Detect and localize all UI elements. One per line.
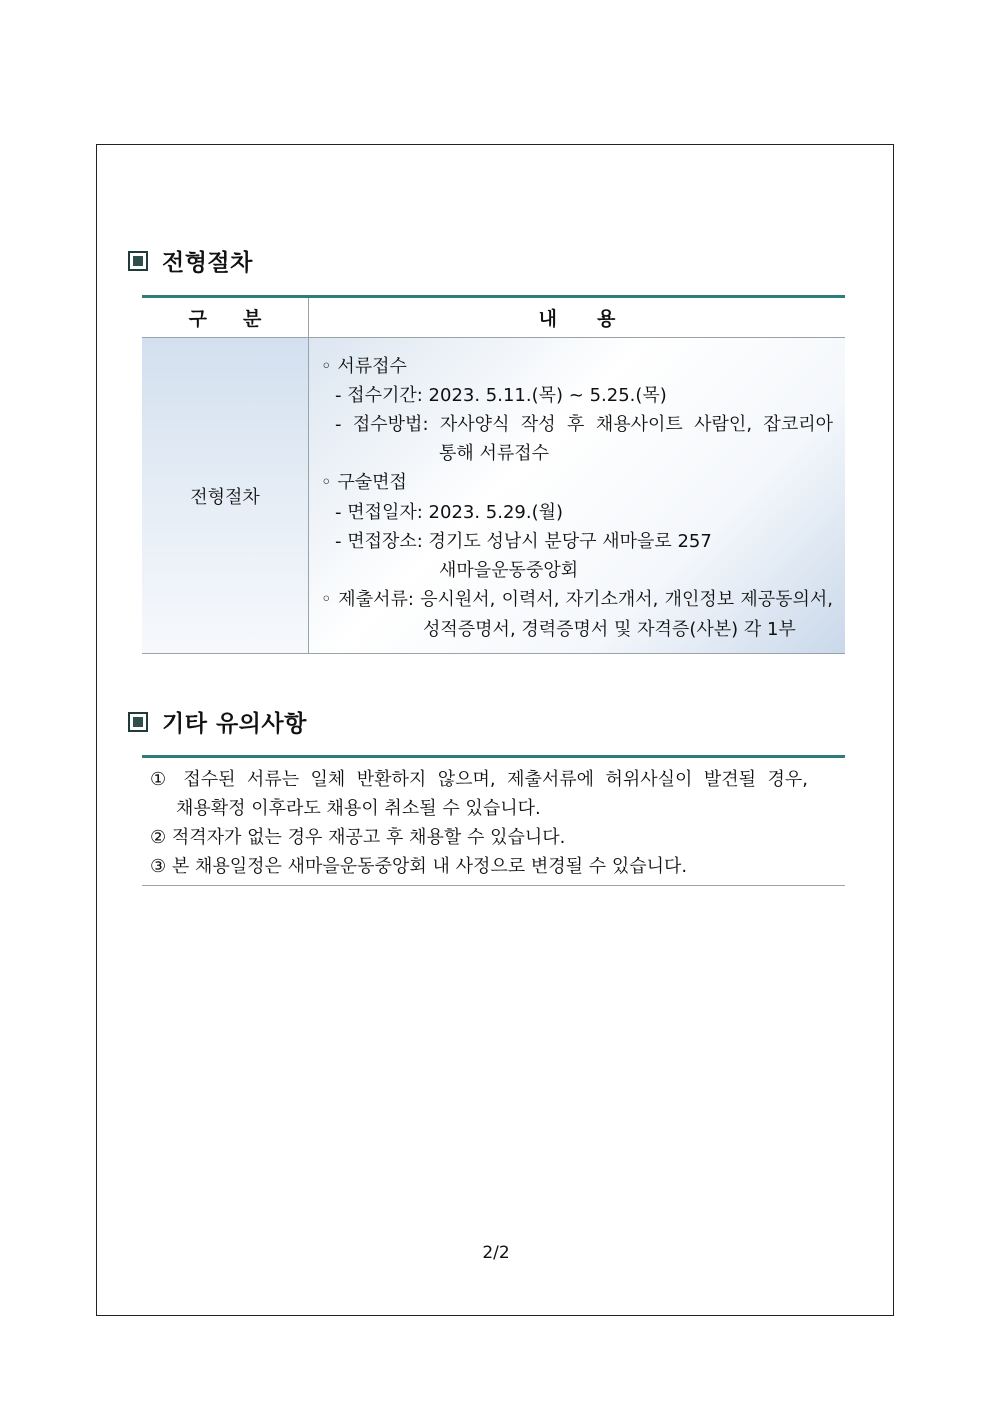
note-line: 채용확정 이후라도 채용이 취소될 수 있습니다. <box>176 798 541 819</box>
square-bullet-icon <box>128 712 148 732</box>
content-line: ◦ 서류접수 <box>321 356 407 377</box>
content-line: - 면접장소: 경기도 성남시 분당구 새마을로 257 <box>335 531 712 552</box>
header-category: 구분 <box>142 298 309 337</box>
header-content: 내용 <box>538 308 656 330</box>
content-line: ◦ 제출서류: 응시원서, 이력서, 자기소개서, 개인정보 제공동의서, <box>321 589 833 610</box>
content-line: 통해 서류접수 <box>439 443 550 464</box>
section-title: 전형절차 <box>162 250 253 276</box>
content-line: 새마을운동중앙회 <box>439 560 579 581</box>
row-content <box>309 338 845 653</box>
row-label: 전형절차 <box>142 338 309 653</box>
table-row <box>142 338 845 653</box>
table-header-row <box>142 298 845 338</box>
procedure-table <box>142 295 845 654</box>
page-number: 2/2 <box>482 1243 510 1263</box>
section-heading-procedure <box>128 244 253 277</box>
content-line: 성적증명서, 경력증명서 및 자격증(사본) 각 1부 <box>423 619 796 640</box>
content-line: ◦ 구술면접 <box>321 472 407 493</box>
note-line: ① 접수된 서류는 일체 반환하지 않으며, 제출서류에 허위사실이 발견될 경우, <box>150 769 808 790</box>
note-line: ③ 본 채용일정은 새마을운동중앙회 내 사정으로 변경될 수 있습니다. <box>150 856 688 877</box>
notes-box <box>142 755 845 886</box>
content-line: - 접수방법: 자사양식 작성 후 채용사이트 사람인, 잡코리아 <box>335 414 833 435</box>
note-line: ② 적격자가 없는 경우 재공고 후 채용할 수 있습니다. <box>150 827 566 848</box>
content-line: - 접수기간: 2023. 5.11.(목) ~ 5.25.(목) <box>335 385 667 406</box>
section-heading-notes <box>128 705 307 738</box>
content-line: - 면접일자: 2023. 5.29.(월) <box>335 502 564 523</box>
section-title: 기타 유의사항 <box>162 711 307 737</box>
square-bullet-icon <box>128 251 148 271</box>
